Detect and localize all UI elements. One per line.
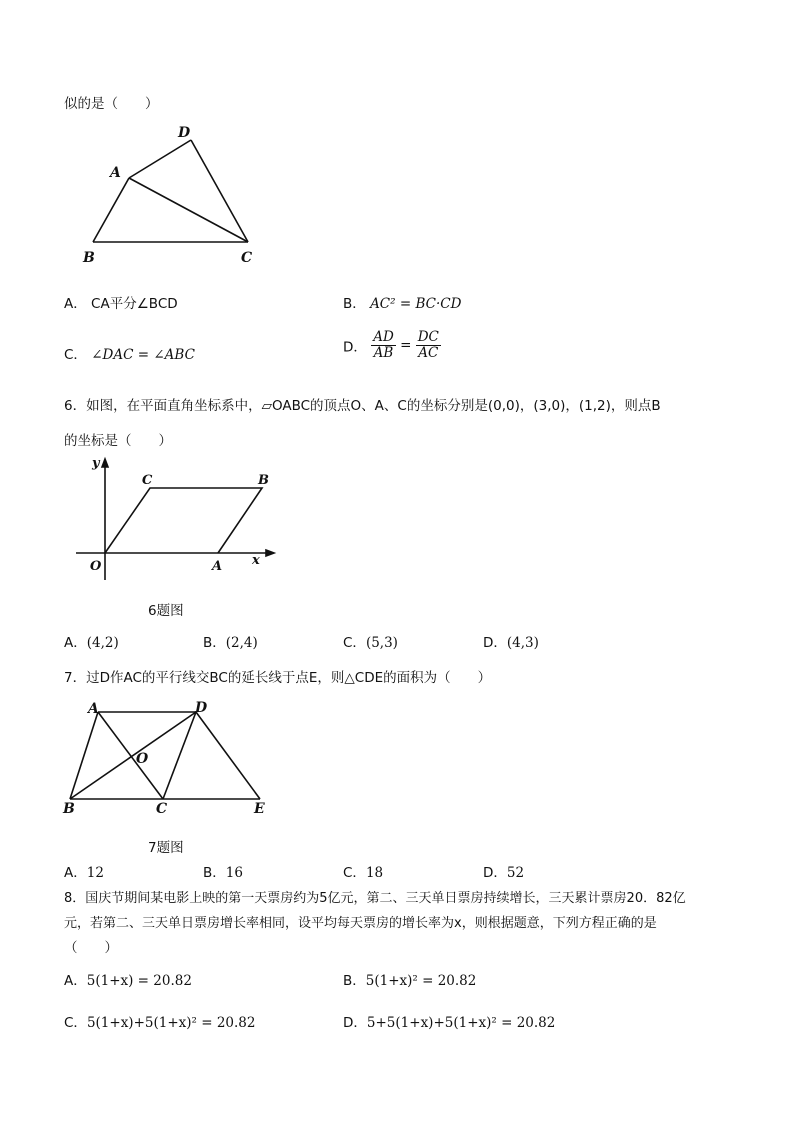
q6-option-d: D．(4,3): [483, 635, 539, 651]
q7-option-b: B．16: [203, 865, 243, 881]
q5-figure: [78, 120, 268, 270]
q7-option-d: D．52: [483, 865, 525, 881]
label-b: B: [83, 250, 95, 266]
label-c: C: [241, 250, 253, 266]
segment-ba: [93, 178, 129, 242]
label-o: O: [136, 751, 149, 767]
q8-option-c: C．5(1+x)+5(1+x)² = 20.82: [64, 1015, 256, 1031]
q7-option-a: A．12: [64, 865, 104, 881]
q7-caption: 7题图: [148, 840, 184, 856]
q7-figure: [60, 695, 280, 820]
label-e: E: [254, 801, 265, 817]
segment-ad: [129, 140, 191, 178]
q6-caption: 6题图: [148, 603, 184, 619]
x-axis-arrow: [266, 550, 274, 556]
q5-stem-tail: 似的是（ ）: [64, 96, 159, 112]
q5-option-c: C． ∠DAC = ∠ABC: [64, 347, 195, 363]
q6-option-a: A．(4,2): [64, 635, 119, 651]
diagonal-bd: [70, 712, 196, 799]
q8-stem-line1: 8．国庆节期间某电影上映的第一天票房约为5亿元，第二、三天单日票房持续增长，三天累计票房20．82亿: [64, 891, 686, 906]
label-b: B: [258, 473, 269, 488]
fraction-dc-ac: $\frac{DC}{AC}$: [417, 329, 439, 361]
q5-option-b: B． AC² = BC·CD: [343, 296, 462, 312]
q5-option-d: D． $\frac{AD}{AB}$ = $\frac{DC}{AC}$: [343, 329, 439, 361]
q6-stem-line2: 的坐标是（ ）: [64, 433, 172, 449]
label-a: A: [110, 165, 121, 181]
segment-dc: [163, 712, 196, 799]
label-a: A: [88, 701, 99, 717]
label-d: D: [195, 700, 208, 716]
q6-figure: [70, 455, 280, 580]
label-c: C: [142, 473, 153, 488]
segment-de: [196, 712, 260, 799]
q5-option-a: A． CA平分∠BCD: [64, 296, 178, 312]
q6-option-b: B．(2,4): [203, 635, 258, 651]
q8-stem-line3: （ ）: [64, 940, 118, 956]
q7-stem: 7．过D作AC的平行线交BC的延长线于点E，则△CDE的面积为（ ）: [64, 670, 492, 686]
diagonal-ac: [98, 712, 163, 799]
q6-option-c: C．(5,3): [343, 635, 398, 651]
q7-option-c: C．18: [343, 865, 384, 881]
q8-stem-line2: 元，若第二、三天单日票房增长率相同，设平均每天票房的增长率为x，则根据题意，下列方程正确的是: [64, 916, 657, 931]
label-a: A: [212, 559, 223, 574]
q8-option-d: D．5+5(1+x)+5(1+x)² = 20.82: [343, 1015, 556, 1031]
label-c: C: [156, 801, 168, 817]
parallelogram: [105, 488, 262, 553]
q8-option-a: A．5(1+x) = 20.82: [64, 973, 192, 989]
y-axis-arrow: [102, 459, 108, 467]
fraction-ad-ab: $\frac{AD}{AB}$: [373, 329, 394, 361]
q6-stem-line1: 6．如图，在平面直角坐标系中，▱OABC的顶点O、A、C的坐标分别是(0,0)，(3,0)，(1,2)，则点B: [64, 398, 661, 414]
label-b: B: [63, 801, 75, 817]
segment-ab: [70, 712, 98, 799]
q8-option-b: B．5(1+x)² = 20.82: [343, 973, 477, 989]
label-x: x: [252, 553, 260, 568]
label-d: D: [178, 125, 191, 141]
label-o: O: [90, 559, 102, 574]
label-y: y: [92, 456, 100, 471]
